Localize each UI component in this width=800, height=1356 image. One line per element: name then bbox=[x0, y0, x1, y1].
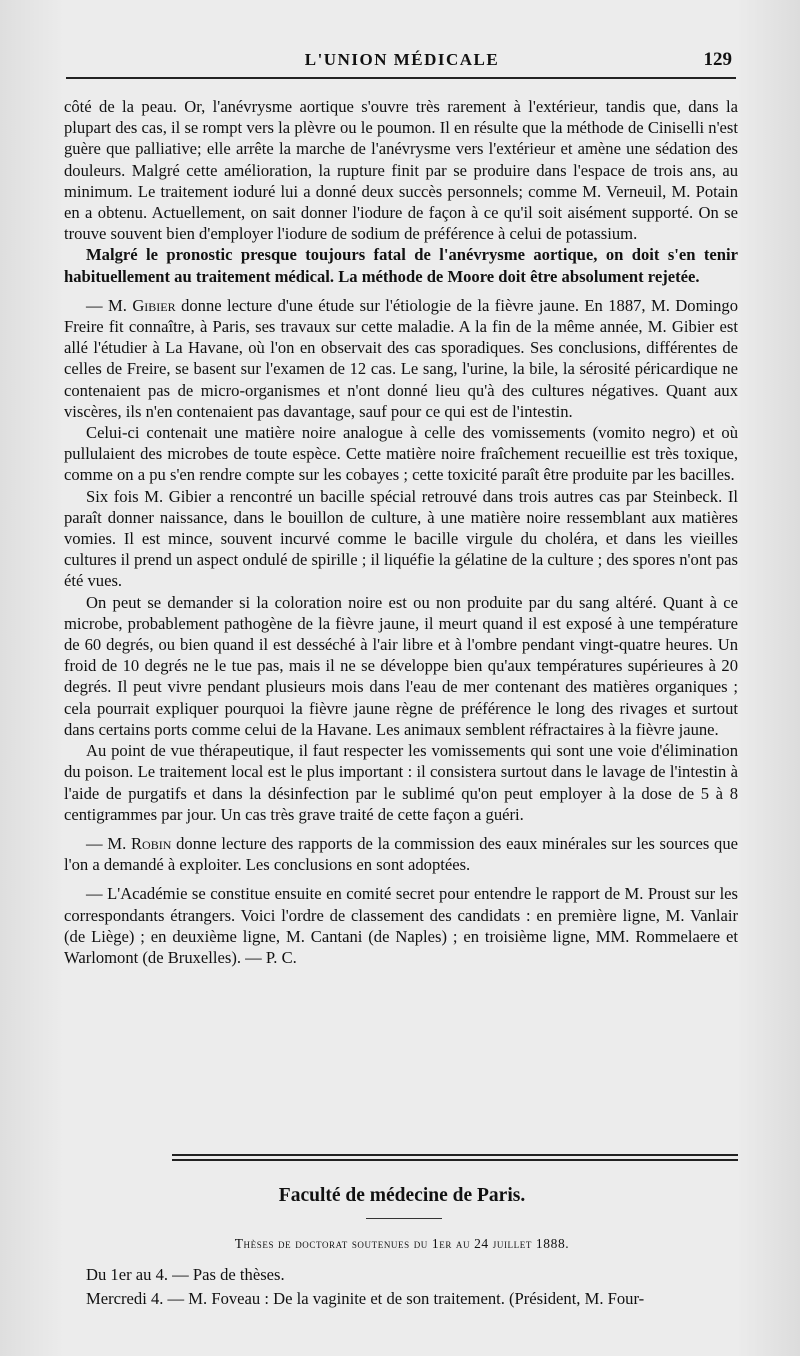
paragraph: Au point de vue thérapeutique, il faut respecter les vomissements qui sont une voie d'élimination du poison. Le traitement local est le plus important : il consistera surtout dans le lavage de l'intestin à l'aide de purgatifs et dans la désinfection par le sublimé qu'on peut employer à la dose de 5 à 8 centigrammes par jour. Un cas très grave traité de cette façon a guéri. bbox=[64, 741, 738, 824]
speaker-name: Gibier bbox=[132, 295, 176, 315]
paragraph: côté de la peau. Or, l'anévrysme aortique s'ouvre très rarement à l'extérieur, tandis que, dans la plupart des cas, il se rompt vers la plèvre ou le poumon. Il en résulte que la méthode de Ciniselli n'est guère que palliative; elle arrête la marche de l'anévrysme vers l'extérieur et amène une sédation des douleurs. Malgré cette amélioration, la rupture finit par se produire dans l'espace de trois ans, au minimum. Le traitement ioduré lui a donné deux succès personnels; comme M. Verneuil, M. Potain en a obtenu. Actuellement, on sait donner l'iodure de façon à ce qu'il soit aisément supporté. On se trouve souvent bien d'employer l'iodure de sodium de préférence à celui de potassium. bbox=[64, 97, 738, 244]
schedule-entry: Mercredi 4. — M. Foveau : De la vaginite et de son traitement. (Président, M. Four- bbox=[86, 1289, 645, 1308]
running-header bbox=[66, 46, 738, 76]
paragraph-lead: — M. bbox=[86, 833, 131, 853]
section-divider bbox=[172, 1154, 738, 1161]
page-number: 129 bbox=[703, 49, 732, 70]
paragraph: Celui-ci contenait une matière noire analogue à celle des vomissements (vomito negro) et où pullulaient des microbes de toute espèce. Cette matière noire fraîchement recueillie est très toxique, comme on a pu s'en rendre compte sur les cobayes ; cette toxicité paraît être produite par les bacilles. bbox=[64, 423, 738, 485]
paragraph: Six fois M. Gibier a rencontré un bacille spécial retrouvé dans trois autres cas par Steinbeck. Il paraît donner naissance, dans le bouillon de culture, à une matière noire ressemblant aux matières vomies. Il est mince, souvent incurvé comme le bacille virgule du choléra, et dans les vieilles cultures il prend un aspect ondulé de spirille ; il liquéfie la gélatine de la culture ; des spores n'ont pas été vues. bbox=[64, 486, 738, 591]
title-underline bbox=[366, 1218, 442, 1219]
paragraph-text: donne lecture des rapports de la commission des eaux minérales sur les sources que l'on a demandé à exploiter. Les conclusions en sont adoptées. bbox=[64, 833, 739, 875]
article-body bbox=[64, 96, 738, 968]
schedule-entry: Du 1er au 4. — Pas de thèses. bbox=[86, 1265, 285, 1284]
paragraph: Malgré le pronostic presque toujours fatal de l'anévrysme aortique, on doit s'en tenir habituellement au traitement médical. La méthode de Moore doit être absolument rejetée. bbox=[64, 245, 738, 286]
paragraph bbox=[64, 833, 738, 875]
speaker-name: Robin bbox=[130, 833, 172, 853]
paragraph bbox=[64, 295, 738, 422]
paragraph: — L'Académie se constitue ensuite en comité secret pour entendre le rapport de M. Proust sur les correspondants étrangers. Voici l'ordre de classement des candidats : en première ligne, M. Vanlair (de Liège) ; en deuxième ligne, M. Cantani (de Naples) ; en troisième ligne, MM. Rommelaere et Warlomont (de Bruxelles). — P. C. bbox=[64, 884, 738, 967]
paragraph-lead: — M. bbox=[86, 295, 133, 315]
thesis-schedule bbox=[86, 1263, 738, 1311]
header-rule bbox=[66, 77, 736, 79]
section-title: Faculté de médecine de Paris. bbox=[278, 1185, 526, 1206]
subsection-title: Thèses de doctorat soutenues du 1er au 24 juillet 1888. bbox=[234, 1236, 570, 1251]
paragraph-text: donne lecture d'une étude sur l'étiologie de la fièvre jaune. En 1887, M. Domingo Freire fit connaître, à Paris, ses travaux sur cette maladie. A la fin de la même année, M. Gibier est allé l'étudier à La Havane, où l'on en observait des cas sporadiques. Ses conclusions, différentes de celles de Freire, se basent sur l'examen de 12 cas. Le sang, l'urine, la bile, la sérosité péricardique ne contenaient pas de micro-organismes et n'ont donné lieu qu'à des cultures négatives. Quant aux viscères, ils n'en contenaient pas davantage, sauf pour ce qui est de l'intestin. bbox=[64, 295, 738, 421]
paragraph: On peut se demander si la coloration noire est ou non produite par du sang altéré. Quant à ce microbe, probablement pathogène de la fièvre jaune, il meurt quand il est exposé à une température de 60 degrés, ou bien quand il est desséché à l'air libre et à l'ombre pendant vingt-quatre heures. Un froid de 10 degrés ne le tue pas, mais il ne se développe bien qu'aux températures supérieures à 20 degrés. Il peut vivre pendant plusieurs mois dans l'eau de mer contenant des matières organiques ; cela pourrait expliquer pourquoi la fièvre jaune règne de préférence le long des rivages et surtout dans certains ports comme celui de la Havane. Les animaux semblent réfractaires à la fièvre jaune. bbox=[64, 592, 738, 739]
journal-title: L'UNION MÉDICALE bbox=[304, 50, 500, 69]
